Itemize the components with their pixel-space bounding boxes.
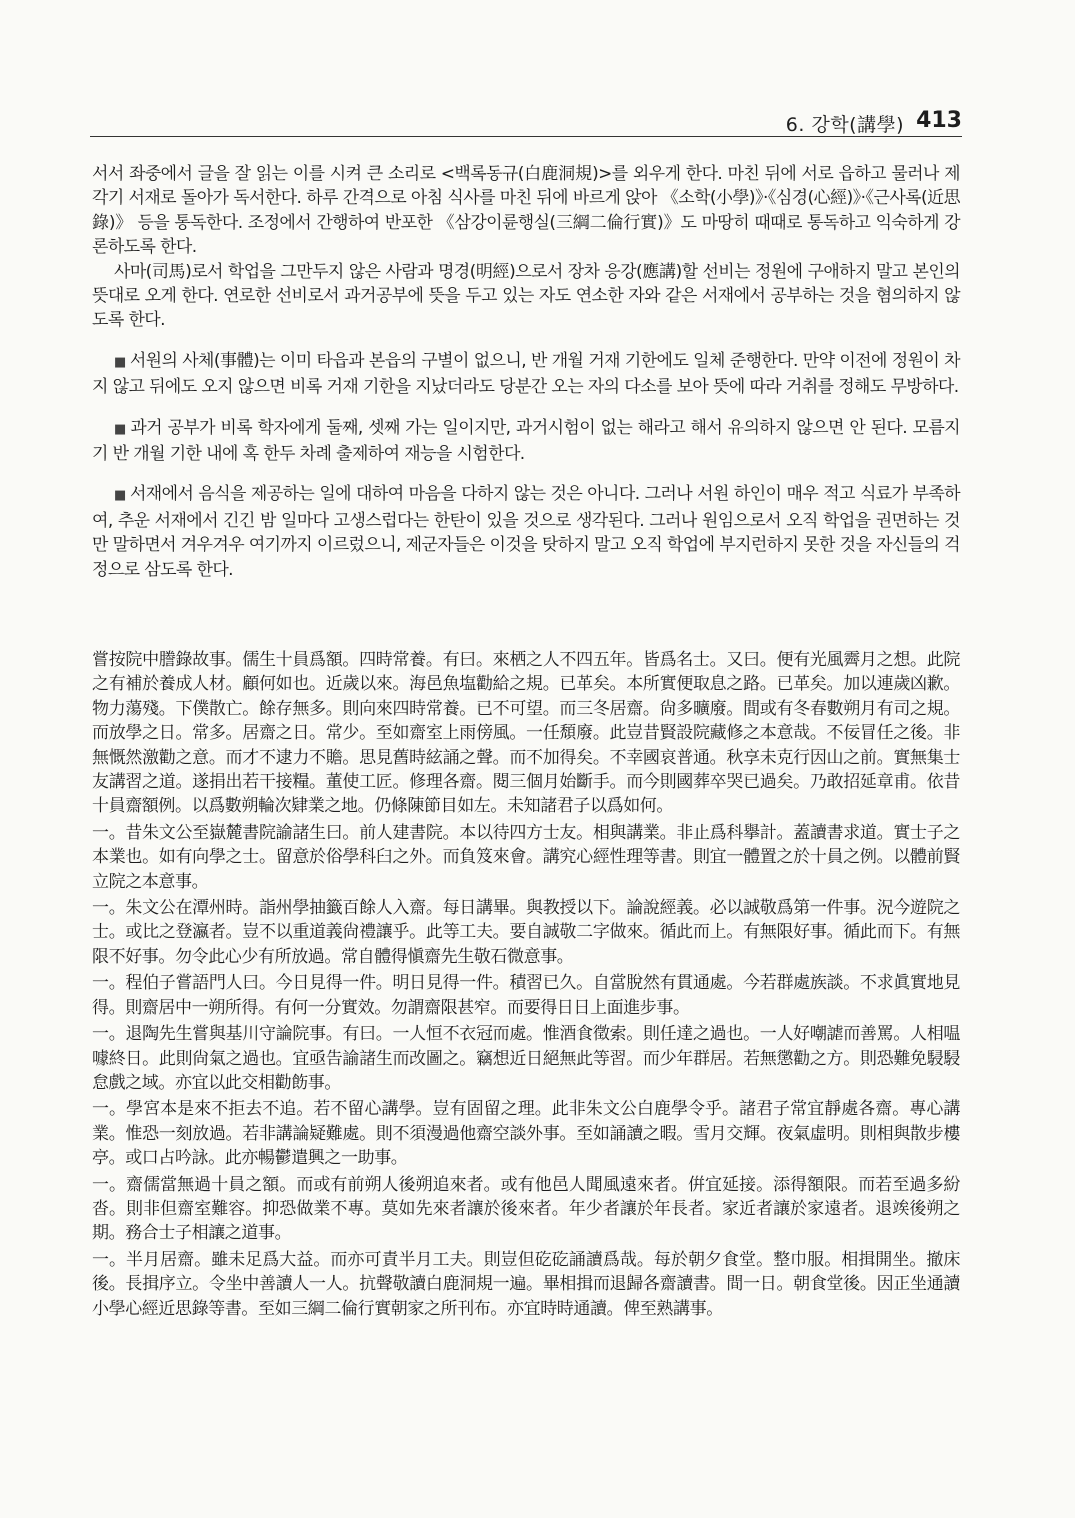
paragraph-text: 서재에서 음식을 제공하는 일에 대하여 마음을 다하지 않는 것은 아니다. 그러나 서원 하인이 매우 적고 식료가 부족하여, 추운 서재에서 긴긴 밤 일마다 고생스럽다는 한탄이 있을 것으로 생각된다. 그러나 원임으로서 오직 학업을 권면하는 것만 말하면서 겨우겨우 여기까지 이르렀으니, 제군자들은 이것을 탓하지 말고 오직 학업에 부지런하지 못한 것을 자신들의 걱정으로 삼도록 한다. [92,484,960,580]
paragraph: 서서 좌중에서 글을 잘 읽는 이를 시켜 큰 소리로 <백록동규(白鹿洞規)>를 외우게 한다. 마친 뒤에 서로 읍하고 물러나 제각기 서재로 돌아가 독서한다. 하루 간격으로 아침 식사를 마친 뒤에 바르게 앉아 《소학(小學)》·《심경(心經)》·《근사록(近思錄)》 등을 통독한다. 조정에서 간행하여 반포한 《삼강이륜행실(三綱二倫行實)》도 마땅히 때때로 통독하고 익숙하게 강론하도록 한다. [92,164,960,258]
korean-translation [92,162,960,582]
hanmun-paragraph: 一。齋儒當無過十員之額。而或有前朔人後朔追來者。或有他邑人聞風遠來者。倂宜延接。添得額限。而若至過多紛沓。則非但齋室難容。抑恐做業不專。莫如先來者讓於後來者。年少者讓於年長者。家近者讓於家遠者。退竢後朔之期。務合士子相讓之道事。 [92,1174,960,1244]
bullet-icon: ■ [114,488,126,504]
running-header [90,108,962,134]
hanmun-paragraph: 一。朱文公在潭州時。詣州學抽籤百餘人入齋。每日講畢。與教授以下。論說經義。必以誠敬爲第一件事。況今遊院之士。或比之登瀛者。豈不以重道義尙禮讓乎。此等工夫。要自誠敬二字做來。循此而上。有無限好事。循此而下。有無限不好事。勿令此心少有所放過。常自體得愼齋先生敬石微意事。 [92,898,960,967]
bullet-icon: ■ [114,421,127,437]
classical-chinese-original [92,648,960,1323]
hanmun-paragraph: 一。學宮本是來不拒去不追。若不留心講學。豈有固留之理。此非朱文公白鹿學令乎。諸君子常宜靜處各齋。專心講業。惟恐一刻放過。若非講論疑難處。則不須漫過他齋空談外事。至如誦讀之暇。雪月交輝。夜氣虛明。則相與散步樓亭。或口占吟詠。此亦暢鬱遣興之一助事。 [92,1099,960,1169]
hanmun-paragraph: 一。昔朱文公至嶽麓書院諭諸生曰。前人建書院。本以待四方士友。相與講業。非止爲科擧計。蓋讀書求道。實士子之本業也。如有向學之士。留意於俗學科臼之外。而負笈來會。講究心經性理等書。則宜一體置之於十員之例。以體前賢立院之本意事。 [92,822,960,892]
paragraph-text: 서원의 사체(事體)는 이미 타읍과 본읍의 구별이 없으니, 반 개월 거재 기한에도 일체 준행한다. 만약 이전에 정원이 차지 않고 뒤에도 오지 않으면 비록 거재 기한을 지났더라도 당분간 오는 자의 다소를 보아 뜻에 따라 거취를 정해도 무방하다. [92,350,960,398]
hanmun-paragraph: 一。退陶先生嘗與基川守論院事。有曰。一人恒不衣冠而處。惟酒食徵索。則任達之過也。一人好嘲謔而善罵。人相嗢噱終日。此則尙氣之過也。宜亟告諭諸生而改圖之。竊想近日絕無此等習。而少年群居。若無懲勸之方。則恐難免駸駸怠戲之域。亦宜以此交相勸飭事。 [92,1024,960,1093]
hanmun-paragraph: 一。半月居齋。雖未足爲大益。而亦可責半月工夫。則豈但矻矻誦讀爲哉。每於朝夕食堂。整巾服。相揖開坐。撤床後。長揖序立。令坐中善讀人一人。抗聲敬讀白鹿洞規一遍。畢相揖而退歸各齋讀書。間一日。朝食堂後。因正坐通讀小學心經近思錄等書。至如三綱二倫行實朝家之所刊布。亦宜時時通讀。俾至熟講事。 [92,1249,960,1319]
paragraph [92,349,960,400]
hanmun-paragraph: 嘗按院中謄錄故事。儒生十員爲額。四時常養。有曰。來栖之人不四五年。皆爲名士。又曰。便有光風霽月之想。此院之有補於養成人材。顧何如也。近歲以來。海邑魚塩勸給之規。已革矣。本所實便取息之路。已革矣。加以連歲凶歉。物力蕩殘。下僕散亡。餘存無多。則向來四時常養。已不可望。而三冬居齋。尙多曠廢。間或有冬春數朔月有司之規。而放學之日。常多。居齋之日。常少。至如齋室上雨傍風。一任頹廢。此豈昔賢設院藏修之本意哉。不佞冒任之後。非無慨然激勸之意。而才不逮力不贍。思見舊時絃誦之聲。而不加得矣。不幸國哀普通。秋享未克行因山之前。實無集士友講習之道。遂捐出若干接糧。董使工匠。修理各齋。閱三個月始斷手。而今則國葬卒哭已過矣。乃敢招延章甫。依昔十員齋額例。以爲數朔輪次肄業之地。仍條陳節目如左。未知諸君子以爲如何。 [92,650,960,817]
paragraph: 사마(司馬)로서 학업을 그만두지 않은 사람과 명경(明經)으로서 장차 응강(應講)할 선비는 정원에 구애하지 말고 본인의 뜻대로 오게 한다. 연로한 선비로서 과거공부에 뜻을 두고 있는 자도 연소한 자와 같은 서재에서 공부하는 것을 혐의하지 않도록 한다. [92,261,960,331]
paragraph-text: 과거 공부가 비록 학자에게 둘째, 셋째 가는 일이지만, 과거시험이 없는 해라고 해서 유의하지 않으면 안 된다. 모름지기 반 개월 기한 내에 혹 한두 차례 출제하여 재능을 시험한다. [92,417,960,465]
section-title: 6. 강학(講學) [785,114,904,136]
header-rule [90,136,962,137]
hanmun-paragraph: 一。程伯子嘗語門人曰。今日見得一件。明日見得一件。積習已久。自當脫然有貫通處。今若群處族談。不求眞實地見得。則齋居中一朔所得。有何一分實效。勿謂齋限甚窄。而要得日日上面進步事。 [92,973,960,1018]
bullet-icon: ■ [114,354,126,370]
page-number: 413 [916,108,962,133]
paragraph [92,416,960,467]
paragraph [92,482,960,582]
